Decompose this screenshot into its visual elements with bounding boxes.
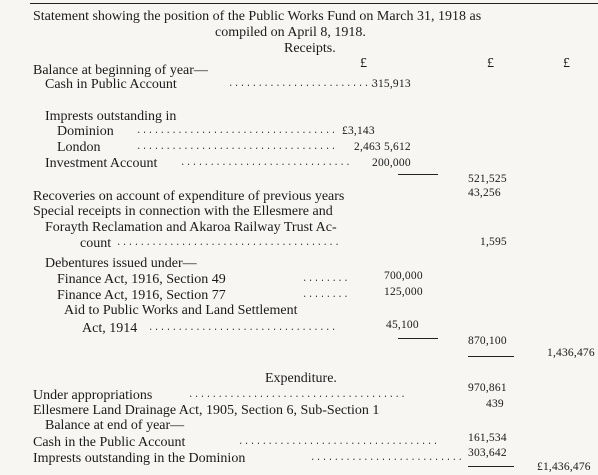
leader-dots: ·························: [228, 81, 376, 91]
leader-dots: ··························: [310, 455, 464, 465]
london-amount: 2,463: [354, 141, 381, 153]
cash-public-account-end-label: Cash in the Public Account: [33, 435, 186, 450]
investment-account-amount: 200,000: [372, 157, 411, 169]
debentures-label: Debentures issued under—: [45, 256, 197, 271]
leader-dots: ··································: [136, 128, 337, 138]
dominion-label: Dominion: [57, 124, 114, 139]
currency-header-col-2: £: [487, 56, 494, 71]
leader-dots: ································: [148, 325, 337, 335]
leader-dots: ······································: [116, 240, 341, 250]
aid-public-works-line-2: Act, 1914: [82, 321, 138, 336]
ellesmere-label: Ellesmere Land Drainage Act, 1905, Section 6, Sub-Section 1: [33, 403, 380, 418]
currency-header-col-3: £: [563, 56, 570, 71]
cash-public-account-amount: 315,913: [372, 78, 411, 90]
under-appropriations-amount: 970,861: [468, 382, 507, 394]
aid-public-works-amount: 45,100: [386, 319, 419, 331]
aid-public-works-line-1: Aid to Public Works and Land Settlement: [64, 303, 298, 318]
recoveries-label: Recoveries on account of expenditure of previous years: [33, 189, 345, 204]
leader-dots: ·····························: [180, 160, 352, 170]
expenditure-rule: [468, 466, 514, 467]
receipts-rule: [468, 356, 514, 357]
finance-act-section-77-amount: 125,000: [384, 286, 423, 298]
under-appropriations-label: Under appropriations: [33, 388, 153, 403]
finance-act-section-49-amount: 700,000: [384, 270, 423, 282]
recoveries-amount: 43,256: [468, 187, 501, 199]
special-receipts-amount: 1,595: [480, 236, 507, 248]
cash-public-account-end-amount: 161,534: [468, 432, 507, 444]
receipts-heading: Receipts.: [284, 41, 336, 56]
balance-beginning-label: Balance at beginning of year—: [33, 63, 208, 78]
document-title-line-1: Statement showing the position of the Public Works Fund on March 31, 1918 as: [33, 9, 482, 24]
london-label: London: [57, 140, 101, 155]
currency-header-col-1: £: [360, 56, 367, 71]
imprests-total-amount: 5,612: [384, 141, 411, 153]
balance-end-label: Balance at end of year—: [45, 418, 185, 433]
special-receipts-line-1: Special receipts in connection with the Ellesmere and: [33, 204, 333, 219]
receipts-total-amount: 1,436,476: [547, 347, 595, 359]
cash-public-account-label: Cash in Public Account: [45, 77, 177, 92]
finance-act-section-49-label: Finance Act, 1916, Section 49: [57, 272, 226, 287]
leader-dots: ·····································: [188, 392, 407, 402]
subtotal-rule: [398, 174, 438, 175]
ellesmere-amount: 439: [486, 398, 504, 410]
imprests-dominion-label: Imprests outstanding in the Dominion: [33, 451, 246, 466]
special-receipts-line-3: count: [80, 236, 112, 251]
imprests-dominion-amount: 303,642: [468, 447, 507, 459]
leader-dots: ··································: [238, 439, 439, 449]
top-rule: [30, 3, 598, 4]
leader-dots: ··································: [136, 144, 337, 154]
leader-dots: ········: [302, 292, 350, 302]
document-title-line-2: compiled on April 8, 1918.: [215, 25, 366, 40]
special-receipts-line-2: Forayth Reclamation and Akaroa Railway Trust Ac-: [45, 220, 337, 235]
debentures-rule: [398, 338, 438, 339]
imprests-outstanding-label: Imprests outstanding in: [45, 109, 177, 124]
debentures-total-amount: 870,100: [468, 335, 507, 347]
expenditure-total-amount: £1,436,476: [537, 461, 591, 473]
finance-act-section-77-label: Finance Act, 1916, Section 77: [57, 288, 226, 303]
leader-dots: ········: [302, 276, 350, 286]
dominion-amount: £3,143: [342, 125, 375, 137]
expenditure-heading: Expenditure.: [265, 371, 337, 386]
subtotal-1-amount: 521,525: [468, 173, 507, 185]
investment-account-label: Investment Account: [45, 156, 158, 171]
